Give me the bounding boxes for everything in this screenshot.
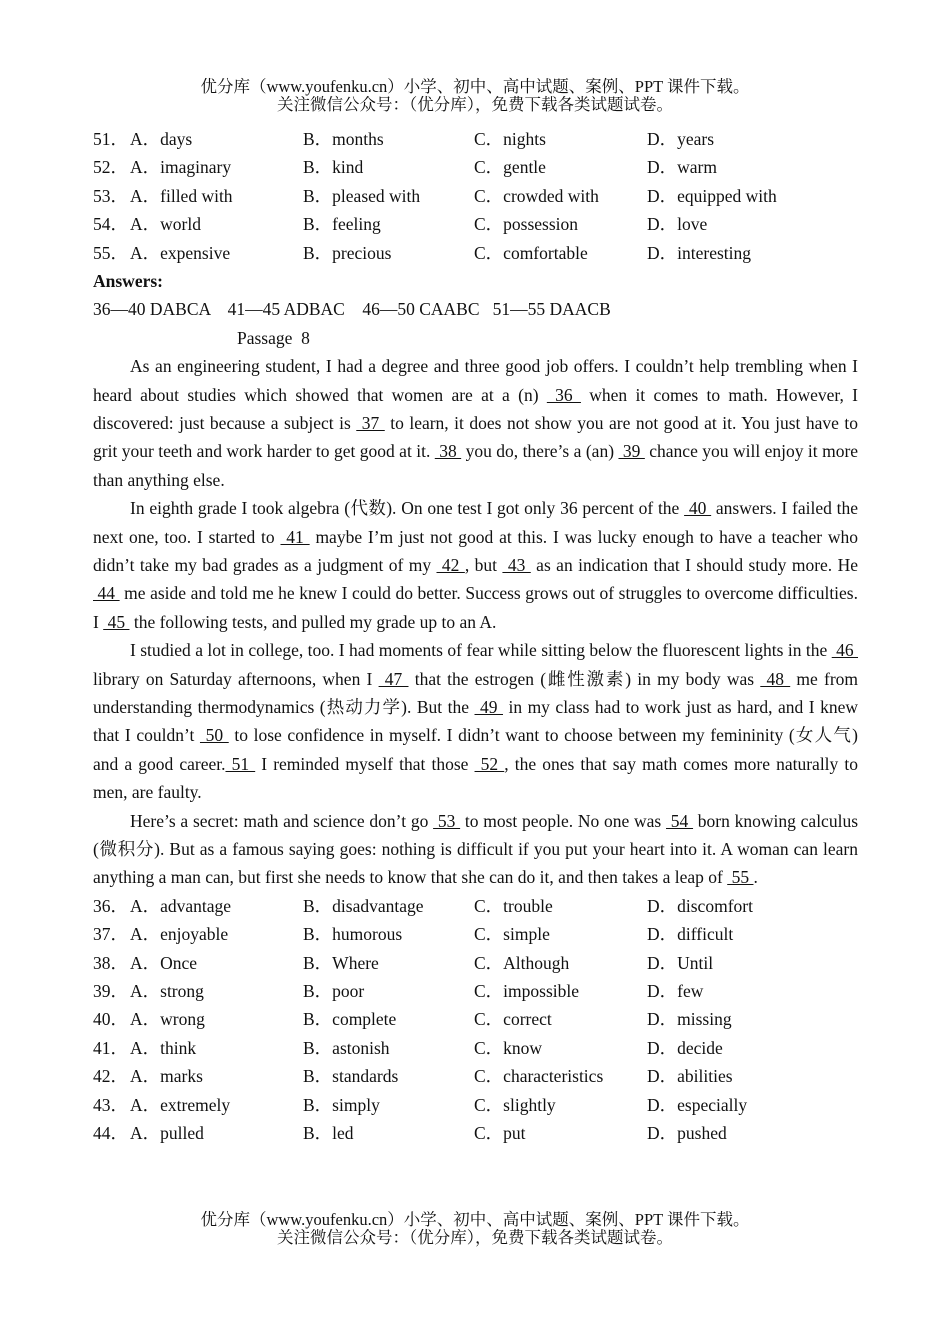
option-c: C．characteristics xyxy=(474,1066,604,1087)
option-b: B．pleased with xyxy=(303,185,421,206)
option-row-37 xyxy=(93,920,858,948)
paragraph-text: . xyxy=(753,867,758,888)
option-a: A．expensive xyxy=(130,242,231,263)
option-b: B．months xyxy=(303,129,384,149)
option-row-43 xyxy=(93,1091,858,1119)
question-number: 42． xyxy=(93,1066,128,1087)
option-c: C．trouble xyxy=(474,895,553,916)
question-number: 51． xyxy=(93,129,128,149)
option-d: D．Until xyxy=(647,952,714,973)
option-d: D．abilities xyxy=(647,1066,733,1087)
blank-50: 50 xyxy=(199,725,229,746)
header-line-2: 关注微信公众号：（优分库），免费下载各类试题试卷。 xyxy=(277,95,673,114)
option-c: C．comfortable xyxy=(474,242,588,263)
blank-36: 36 xyxy=(546,384,581,405)
paragraph-text: As an engineering student, I had a degree and three good job offers. I couldn’t help trembling when I heard about studies which showed that women are at a (n) xyxy=(93,356,858,405)
paragraph-1 xyxy=(93,352,858,494)
option-c: C．know xyxy=(474,1037,543,1058)
option-c: C．correct xyxy=(474,1009,552,1030)
option-d: D．interesting xyxy=(647,242,752,263)
passage-title: Passage 8 xyxy=(237,327,310,348)
blank-51: 51 xyxy=(225,753,256,774)
blank-45: 45 xyxy=(103,611,130,632)
option-a: A．extremely xyxy=(130,1094,231,1115)
paragraph-2 xyxy=(93,494,858,636)
footer-line-2: 关注微信公众号：（优分库），免费下载各类试题试卷。 xyxy=(277,1228,673,1247)
question-number: 54． xyxy=(93,214,128,235)
paragraph-text: , but xyxy=(464,554,503,575)
paragraph-text: chance you will enjoy it more than anything else. xyxy=(93,441,859,490)
blank-40: 40 xyxy=(684,498,712,519)
paragraph-text: that the estrogen (雌性激素) in my body was xyxy=(408,668,761,689)
paragraph-text: in my class had to work just as hard, and I knew that I couldn’t xyxy=(93,697,859,746)
option-b: B．feeling xyxy=(303,214,381,235)
option-c: C．impossible xyxy=(474,981,580,1002)
blank-46: 46 xyxy=(831,640,859,661)
option-a: A．Once xyxy=(130,952,198,973)
option-a: A．filled with xyxy=(130,185,233,206)
question-number: 37． xyxy=(93,924,128,945)
paragraph-text: me from understanding thermodynamics (热动力学). But the xyxy=(93,668,859,717)
blank-47: 47 xyxy=(378,668,409,689)
option-d: D．few xyxy=(647,981,704,1002)
paragraph-text: me aside and told me he knew I could do better. Success grows out of struggles to overcome difficulties. I xyxy=(93,583,858,632)
option-a: A．marks xyxy=(130,1066,203,1087)
option-row-38 xyxy=(93,949,858,977)
header-line-1: 优分库（www.youfenku.cn）小学、初中、高中试题、案例、PPT 课件下载。 xyxy=(200,77,750,96)
option-d: D．especially xyxy=(647,1094,748,1115)
option-a: A．pulled xyxy=(130,1122,204,1143)
option-d: D．love xyxy=(647,214,708,235)
option-c: C．crowded with xyxy=(474,185,599,206)
question-number: 36． xyxy=(93,895,128,916)
option-b: B．simply xyxy=(303,1094,380,1115)
blank-55: 55 xyxy=(727,867,754,888)
option-b: B．led xyxy=(303,1122,354,1143)
question-number: 53． xyxy=(93,185,128,206)
option-c: C．possession xyxy=(474,214,579,235)
option-a: A．strong xyxy=(130,981,204,1002)
option-row-54 xyxy=(93,210,858,238)
paragraph-text: Here’s a secret: math and science don’t go xyxy=(130,810,434,831)
option-d: D．difficult xyxy=(647,924,734,945)
option-b: B．complete xyxy=(303,1009,397,1030)
question-number: 38． xyxy=(93,952,128,973)
option-a: A．imaginary xyxy=(130,157,232,178)
option-d: D．discomfort xyxy=(647,895,753,916)
option-row-39 xyxy=(93,977,858,1005)
paragraph-text: the following tests, and pulled my grade up to an A. xyxy=(129,611,497,632)
blank-43: 43 xyxy=(502,554,531,575)
blank-38: 38 xyxy=(434,441,462,462)
option-d: D．decide xyxy=(647,1037,723,1058)
option-b: B．poor xyxy=(303,981,365,1002)
answers-key: 36—40 DABCA 41—45 ADBAC 46—50 CAABC 51—55 DAACB xyxy=(93,299,611,320)
page-footer xyxy=(0,1211,950,1247)
paragraph-text: born knowing calculus (微积分). But as a famous saying goes: nothing is difficult if you put your heart into it. A woman can learn anything a man can, but first she needs to know that she can do it, and then takes a leap of xyxy=(93,810,859,888)
question-number: 39． xyxy=(93,981,128,1002)
option-c: C．nights xyxy=(474,129,546,149)
paragraph-text: , the ones that say math comes more naturally to men, are faulty. xyxy=(93,753,859,803)
footer-line-1: 优分库（www.youfenku.cn）小学、初中、高中试题、案例、PPT 课件下载。 xyxy=(200,1210,750,1229)
option-b: B．kind xyxy=(303,157,364,178)
answers-heading: Answers: xyxy=(93,270,163,291)
blank-52: 52 xyxy=(474,753,505,774)
option-b: B．humorous xyxy=(303,924,403,945)
blank-44: 44 xyxy=(93,583,120,604)
option-c: C．simple xyxy=(474,924,550,945)
question-number: 44． xyxy=(93,1122,128,1143)
option-b: B．astonish xyxy=(303,1037,390,1058)
paragraph-text: you do, there’s a (an) xyxy=(461,441,619,462)
option-a: A．advantage xyxy=(130,895,232,916)
option-a: A．wrong xyxy=(130,1009,205,1030)
options-list xyxy=(93,892,858,1148)
document-body xyxy=(93,125,858,1147)
question-number: 43． xyxy=(93,1094,128,1115)
option-row-51 xyxy=(93,125,858,153)
option-d: D．equipped with xyxy=(647,185,777,206)
option-b: B．Where xyxy=(303,952,379,973)
option-c: C．Although xyxy=(474,952,570,973)
option-row-42 xyxy=(93,1062,858,1090)
paragraph-text: I reminded myself that those xyxy=(255,753,475,774)
option-a: A．world xyxy=(130,214,201,235)
paragraph-text: when it comes to math. However, I discovered: just because a subject is xyxy=(93,384,858,433)
paragraph-text: I studied a lot in college, too. I had moments of fear while sitting below the fluorescent lights in the xyxy=(130,640,832,661)
option-row-41 xyxy=(93,1034,858,1062)
paragraph-text: library on Saturday afternoons, when I xyxy=(93,668,379,689)
option-row-36 xyxy=(93,892,858,920)
paragraph-text: to learn, it does not show you are not good at it. You just have to grit your teeth and work harder to get good at it. xyxy=(93,412,858,462)
option-a: A．enjoyable xyxy=(130,924,229,945)
question-number: 40． xyxy=(93,1009,128,1030)
blank-49: 49 xyxy=(474,697,503,717)
paragraph-text: In eighth grade I took algebra (代数). On one test I got only 36 percent of the xyxy=(130,498,685,519)
option-c: C．put xyxy=(474,1122,526,1143)
option-row-52 xyxy=(93,153,858,181)
option-a: A．think xyxy=(130,1037,197,1058)
blank-39: 39 xyxy=(618,441,645,462)
paragraph-text: to most people. No one was xyxy=(460,810,667,831)
blank-54: 54 xyxy=(666,810,694,831)
option-row-53 xyxy=(93,182,858,210)
option-d: D．years xyxy=(647,129,715,149)
question-number: 52． xyxy=(93,157,128,178)
paragraph-text: maybe I’m just not good at this. I was lucky enough to have a teacher who didn’t take my bad grades as a judgment of my xyxy=(93,526,858,575)
blank-37: 37 xyxy=(356,412,385,433)
option-b: B．disadvantage xyxy=(303,895,424,916)
paragraph-4 xyxy=(93,807,858,892)
question-number: 55． xyxy=(93,242,128,263)
option-row-44 xyxy=(93,1119,858,1147)
option-d: D．warm xyxy=(647,157,717,178)
question-number: 41． xyxy=(93,1037,128,1058)
paragraph-text: to lose confidence in myself. I didn’t want to choose between my femininity (女人气) and a good career. xyxy=(93,725,858,774)
paragraph-text: as an indication that I should study more. He xyxy=(530,554,859,575)
option-row-55 xyxy=(93,239,858,267)
option-d: D．missing xyxy=(647,1009,732,1030)
paragraph-3 xyxy=(93,636,858,806)
option-row-40 xyxy=(93,1005,858,1033)
blank-42: 42 xyxy=(436,554,465,575)
option-a: A．days xyxy=(130,129,193,149)
option-c: C．slightly xyxy=(474,1094,556,1115)
page-header xyxy=(0,78,950,114)
option-b: B．standards xyxy=(303,1066,399,1087)
option-c: C．gentle xyxy=(474,157,546,178)
blank-41: 41 xyxy=(280,526,310,547)
option-d: D．pushed xyxy=(647,1122,727,1143)
option-b: B．precious xyxy=(303,242,392,263)
blank-53: 53 xyxy=(433,810,461,831)
blank-48: 48 xyxy=(760,668,791,689)
prev-options-list xyxy=(93,125,858,267)
paragraph-text: answers. I failed the next one, too. I started to xyxy=(93,498,859,547)
